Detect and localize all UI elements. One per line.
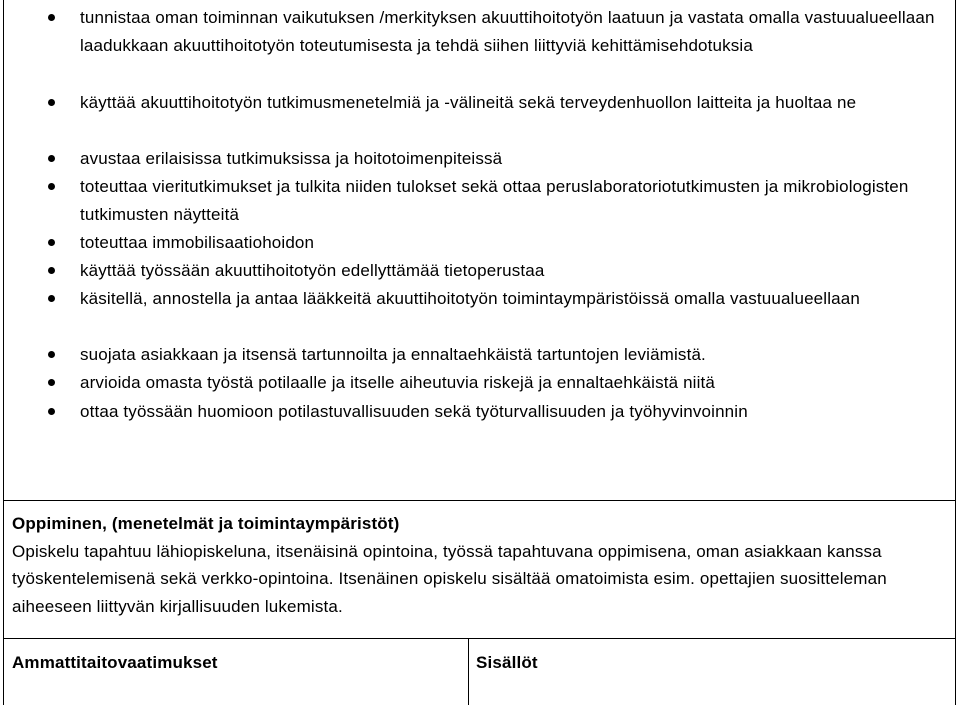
list-item [80,229,948,257]
table-border-left [3,0,4,705]
learning-body: Opiskelu tapahtuu lähiopiskeluna, itsenäisinä opintoina, työssä tapahtuvana oppimisena, oman asiakkaan kanssa työskentelemisenä sekä verkko-opintoina. Itsenäinen opiskelu sisältää omatoimista esim. opettajien suositteleman aiheeseen liittyvän kirjallisuuden lukemista. [12,541,887,616]
bullet-icon [48,351,55,358]
list-item-text: arvioida omasta työstä potilaalle ja itselle aiheutuvia riskejä ja ennaltaehkäistä niitä [80,373,716,392]
competence-requirements-heading: Ammattitaitovaatimukset [12,653,218,672]
bullet-icon [48,155,55,162]
list-item-text: toteuttaa immobilisaatiohoidon [80,233,315,252]
table-divider-column [468,638,469,705]
list-item-text: toteuttaa vieritutkimukset ja tulkita niiden tulokset sekä ottaa peruslaboratoriotutkimusten ja mikrobiologisten tutkimusten näytteitä [80,177,909,224]
list-item [80,369,948,397]
list-item [80,145,948,173]
list-item [80,4,948,59]
list-item [80,173,948,228]
list-item-text: tunnistaa oman toiminnan vaikutuksen /merkityksen akuuttihoitotyön laatuun ja vastata omalla vastuualueellaan laadukkaan akuuttihoitotyön toteutumisesta ja tehdä siihen liittyviä kehittämisehdotuksia [80,8,935,55]
bullet-icon [48,267,55,274]
table-divider-bottom [3,638,956,639]
list-item-text: käsitellä, annostella ja antaa lääkkeitä akuuttihoitotyön toimintaympäristöissä omalla vastuualueellaan [80,289,860,308]
bullet-icon [48,99,55,106]
list-item [80,89,948,117]
bullet-icon [48,295,55,302]
learning-section [12,510,956,620]
list-item [80,285,948,313]
list-item-text: ottaa työssään huomioon potilastuvallisuuden sekä työturvallisuuden ja työhyvinvoinnin [80,402,748,421]
list-item-text: avustaa erilaisissa tutkimuksissa ja hoitotoimenpiteissä [80,149,503,168]
list-item [80,398,948,426]
list-item [80,257,948,285]
list-item [80,341,948,369]
table-divider-top [3,500,956,501]
bullet-icon [48,408,55,415]
learning-heading: Oppiminen, (menetelmät ja toimintaympäristöt) [12,514,400,533]
list-item-text: käyttää akuuttihoitotyön tutkimusmenetelmiä ja -välineitä sekä terveydenhuollon laitteita ja huoltaa ne [80,93,857,112]
list-item-text: suojata asiakkaan ja itsensä tartunnoilta ja ennaltaehkäistä tartuntojen leviämistä. [80,345,706,364]
bullet-icon [48,239,55,246]
bullet-icon [48,379,55,386]
contents-heading: Sisällöt [476,653,538,672]
list-item-text: käyttää työssään akuuttihoitotyön edellyttämää tietoperustaa [80,261,545,280]
bullet-icon [48,14,55,21]
bullet-icon [48,183,55,190]
